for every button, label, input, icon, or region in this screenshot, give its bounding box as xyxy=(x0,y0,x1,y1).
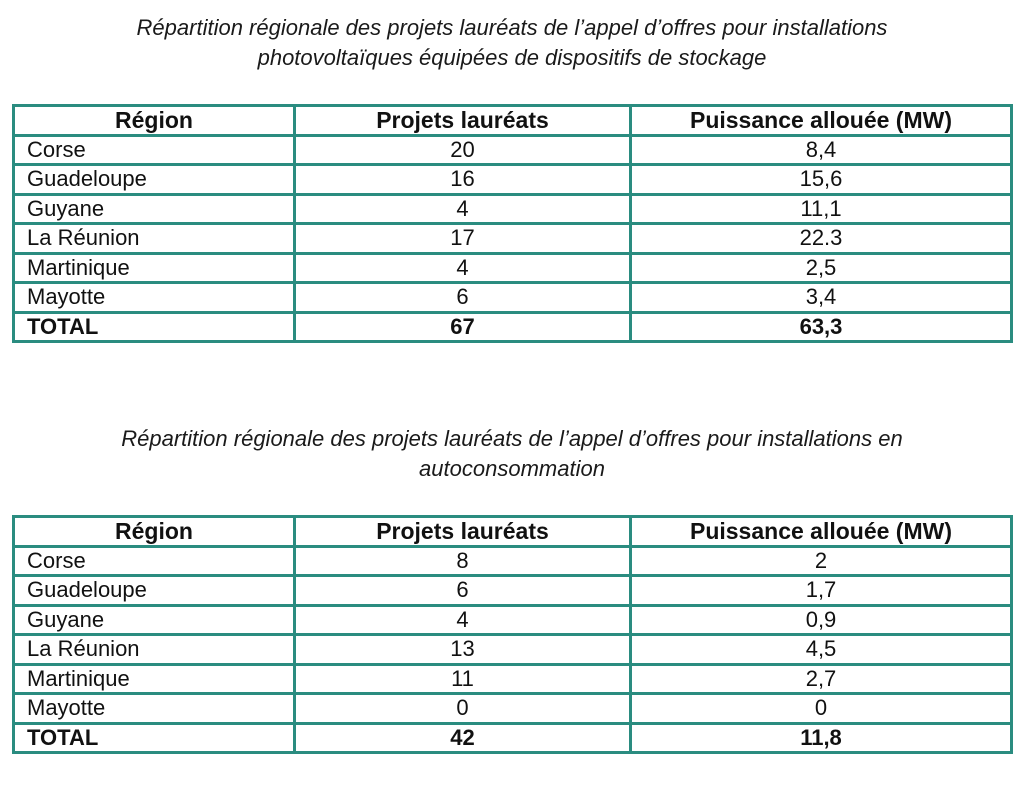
table-2-caption-line-1: Répartition régionale des projets lauréats de l’appel d’offres pour installations en xyxy=(121,426,903,451)
cell-region: Guyane xyxy=(14,194,295,224)
cell-region: La Réunion xyxy=(14,635,295,665)
table-total-row xyxy=(14,723,1012,753)
table-1-caption-line-2: photovoltaïques équipées de dispositifs de stockage xyxy=(257,45,767,70)
table-row xyxy=(14,283,1012,313)
cell-projects: 6 xyxy=(295,283,631,313)
cell-power: 0,9 xyxy=(631,605,1012,635)
header-power: Puissance allouée (MW) xyxy=(631,106,1012,136)
cell-power: 3,4 xyxy=(631,283,1012,313)
cell-region: Guadeloupe xyxy=(14,165,295,195)
cell-power: 15,6 xyxy=(631,165,1012,195)
cell-region: Martinique xyxy=(14,664,295,694)
header-projects: Projets lauréats xyxy=(295,517,631,547)
cell-power: 0 xyxy=(631,694,1012,724)
cell-projects: 11 xyxy=(295,664,631,694)
table-row xyxy=(14,165,1012,195)
cell-region: Corse xyxy=(14,135,295,165)
cell-power: 2 xyxy=(631,546,1012,576)
header-projects: Projets lauréats xyxy=(295,106,631,136)
cell-projects: 8 xyxy=(295,546,631,576)
total-projects: 67 xyxy=(295,312,631,342)
total-label: TOTAL xyxy=(14,312,295,342)
cell-projects: 16 xyxy=(295,165,631,195)
table-row xyxy=(14,194,1012,224)
table-header-row xyxy=(14,517,1012,547)
total-label: TOTAL xyxy=(14,723,295,753)
table-2-caption xyxy=(0,424,1024,484)
table-self-consumption xyxy=(12,515,1013,754)
table-row xyxy=(14,576,1012,606)
total-power: 11,8 xyxy=(631,723,1012,753)
total-power: 63,3 xyxy=(631,312,1012,342)
cell-projects: 20 xyxy=(295,135,631,165)
table-row xyxy=(14,664,1012,694)
cell-region: Guadeloupe xyxy=(14,576,295,606)
total-projects: 42 xyxy=(295,723,631,753)
table-2-caption-line-2: autoconsommation xyxy=(419,456,605,481)
cell-power: 2,7 xyxy=(631,664,1012,694)
cell-power: 8,4 xyxy=(631,135,1012,165)
table-row xyxy=(14,694,1012,724)
cell-projects: 4 xyxy=(295,253,631,283)
header-region: Région xyxy=(14,517,295,547)
cell-region: Martinique xyxy=(14,253,295,283)
table-header-row xyxy=(14,106,1012,136)
header-region: Région xyxy=(14,106,295,136)
cell-projects: 4 xyxy=(295,194,631,224)
cell-power: 11,1 xyxy=(631,194,1012,224)
table-row xyxy=(14,635,1012,665)
table-row xyxy=(14,135,1012,165)
table-row xyxy=(14,605,1012,635)
header-power: Puissance allouée (MW) xyxy=(631,517,1012,547)
cell-region: Guyane xyxy=(14,605,295,635)
table-storage-pv xyxy=(12,104,1013,343)
cell-power: 1,7 xyxy=(631,576,1012,606)
table-row xyxy=(14,546,1012,576)
cell-power: 22.3 xyxy=(631,224,1012,254)
cell-region: La Réunion xyxy=(14,224,295,254)
cell-power: 4,5 xyxy=(631,635,1012,665)
cell-region: Mayotte xyxy=(14,694,295,724)
cell-projects: 6 xyxy=(295,576,631,606)
table-1-caption xyxy=(0,13,1024,73)
cell-projects: 17 xyxy=(295,224,631,254)
table-row xyxy=(14,224,1012,254)
table-row xyxy=(14,253,1012,283)
cell-power: 2,5 xyxy=(631,253,1012,283)
cell-projects: 13 xyxy=(295,635,631,665)
cell-projects: 4 xyxy=(295,605,631,635)
cell-region: Mayotte xyxy=(14,283,295,313)
table-1-caption-line-1: Répartition régionale des projets lauréats de l’appel d’offres pour installations xyxy=(136,15,888,40)
cell-projects: 0 xyxy=(295,694,631,724)
table-total-row xyxy=(14,312,1012,342)
cell-region: Corse xyxy=(14,546,295,576)
